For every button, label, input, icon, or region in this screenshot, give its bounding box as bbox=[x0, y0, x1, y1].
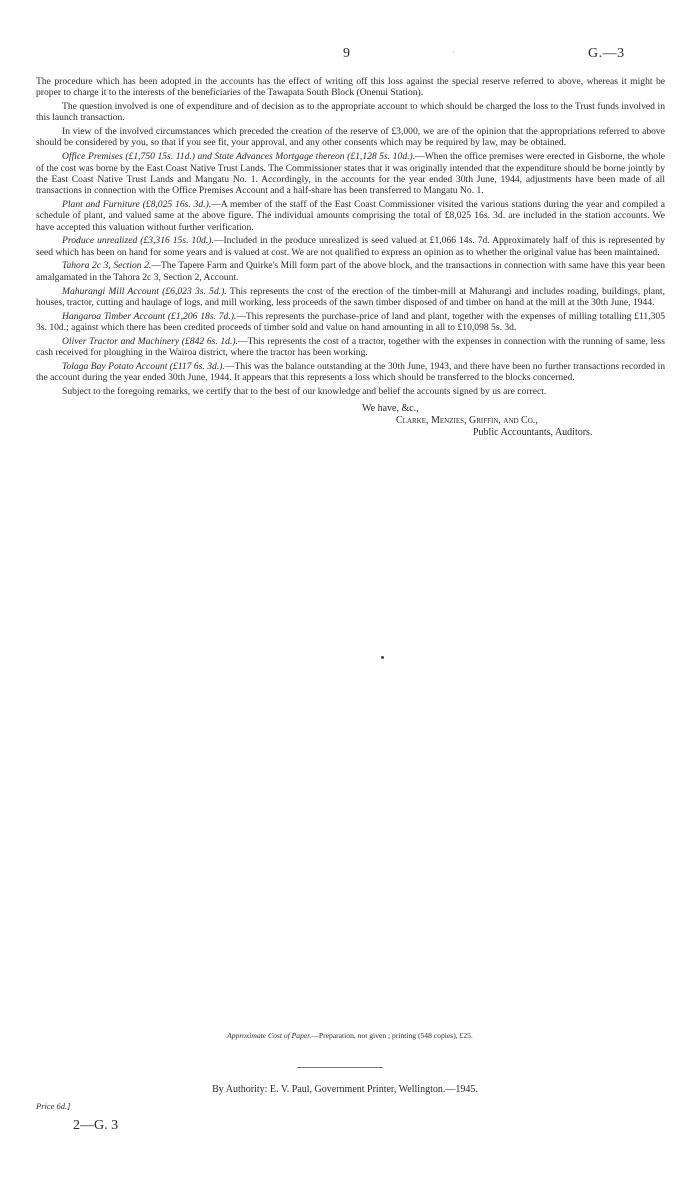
cost-text: —Preparation, not given ; printing (548 copies), £25. bbox=[311, 1031, 473, 1040]
paragraph-office-premises bbox=[36, 151, 665, 196]
paragraph-question: The question involved is one of expenditure and of decision as to the appropriate account to which should be charged the loss to the Trust funds involved in this launch transaction. bbox=[36, 101, 665, 124]
office-premises-text: —When the office premises were erected in Gisborne, the whole of the cost was borne by the East Coast Native Trust Lands. The Commissioner states that it was originally intended that the expenditure should be borne jointly by the East Coast Native Trust Lands and Mangatu No. 1. Accordingly, in the accounts for the year ended 30th June, 1944, adjustments have been made of all transactions in connection with the Office Premises Account and a half-share has been transferred to Mangatu No. 1. bbox=[36, 151, 665, 197]
page-number: 9 bbox=[343, 46, 350, 61]
report-body bbox=[36, 76, 665, 439]
produce-heading: Produce unrealized (£3,316 15s. 10d.). bbox=[62, 235, 214, 247]
signoff-salutation: We have, &c., bbox=[362, 403, 419, 415]
oliver-text: —This represents the cost of a tractor, together with the expenses in connection with the running of same, less cash received for ploughing in the Wairoa district, where the tractor has been working. bbox=[36, 335, 665, 359]
report-reference: G.—3 bbox=[588, 46, 625, 61]
paragraph-tahora bbox=[36, 260, 665, 283]
tahora-text: —The Tapere Farm and Quirke's Mill form part of the above block, and the transactions in connection with same have this year been amalgamated in the Tahora 2c 3, Section 2, Account. bbox=[36, 260, 665, 283]
paragraph-plant bbox=[36, 199, 665, 233]
signoff-title: Public Accountants, Auditors. bbox=[473, 427, 593, 439]
paragraph-loss: The procedure which has been adopted in the accounts has the effect of writing off this loss against the special reserve referred to above, whereas it might be proper to charge it to the interests of the beneficiaries of the Tawapata South Block (Onenui Station). bbox=[36, 76, 665, 99]
signoff-block bbox=[36, 403, 665, 439]
hangaroa-heading: Hangaroa Timber Account (£1,206 18s. 7d.). bbox=[62, 310, 237, 322]
plant-text: —A member of the staff of the East Coast Commissioner visited the various stations during the year and compiled a schedule of plant, and valued same at the above figure. The individual amounts comprising the total of £8,025 16s. 3d. are included in the station accounts. We have accepted this valuation without further verification. bbox=[36, 198, 666, 233]
tahora-heading: Tahora 2c 3, Section 2. bbox=[62, 260, 152, 272]
mahurangi-heading: Mahurangi Mill Account (£6,023 3s. 5d.). bbox=[62, 285, 227, 297]
mahurangi-text: This represents the cost of the erection of the timber-mill at Mahurangi and includes roading, buildings, plant, houses, tractor, cutting and haulage of logs, and mill working, less proceeds of the sawn timber disposed of and timber on hand at the mill at the 30th June, 1944. bbox=[36, 285, 665, 308]
paragraph-view: In view of the involved circumstances which preceded the creation of the reserve of £3,000, we are of the opinion that the appropriations referred to above should be considered by you, so that if you see fit, your approval, and any other consents which may be required by law, may be obtained. bbox=[36, 126, 665, 149]
cost-note bbox=[0, 1031, 700, 1040]
paragraph-mahurangi bbox=[36, 286, 665, 309]
paragraph-hangaroa bbox=[36, 311, 665, 334]
oliver-heading: Oliver Tractor and Machinery (£842 6s. 1d.). bbox=[62, 335, 238, 347]
center-dot bbox=[381, 656, 384, 659]
footer-reference: 2—G. 3 bbox=[73, 1118, 119, 1133]
speck-mark: · bbox=[452, 48, 455, 57]
paragraph-subject: Subject to the foregoing remarks, we certify that to the best of our knowledge and belief the accounts signed by us are correct. bbox=[62, 385, 547, 397]
produce-text: —Included in the produce unrealized is seed valued at £1,066 14s. 7d. Approximately half of this is represented by seed which has been on hand for some years and is valued at cost. We are not qualified to express an opinion as to whether the original value has been maintained. bbox=[36, 235, 665, 258]
office-premises-heading: Office Premises (£1,750 15s. 11d.) and State Advances Mortgage thereon (£1,128 5s. 10d.). bbox=[62, 151, 416, 163]
paragraph-tolaga bbox=[36, 361, 665, 384]
plant-heading: Plant and Furniture (£8,025 16s. 3d.). bbox=[62, 198, 212, 210]
tolaga-text: —This was the balance outstanding at the 30th June, 1943, and there have been no further transactions recorded in the account during the year ended 30th June, 1944. It appears that this represents a loss which should be transferred to the blocks concerned. bbox=[36, 360, 666, 384]
signoff-firm: Clarke, Menzies, Griffin, and Co., bbox=[396, 415, 538, 427]
price-note: Price 6d.] bbox=[36, 1101, 71, 1111]
cost-label: Approximate Cost of Paper. bbox=[227, 1031, 312, 1040]
printer-authority: By Authority: E. V. Paul, Government Printer, Wellington.—1945. bbox=[212, 1084, 478, 1095]
hangaroa-text: —This represents the purchase-price of land and plant, together with the expenses of milling totalling £11,305 3s. 10d.; against which there has been credited proceeds of timber sold and value on hand amounting in all to £10,098 5s. 3d. bbox=[36, 310, 665, 333]
paragraph-oliver bbox=[36, 336, 665, 359]
tolaga-heading: Tolaga Bay Potato Account (£117 6s. 3d.). bbox=[62, 360, 225, 372]
footer-rule bbox=[297, 1067, 383, 1068]
paragraph-produce bbox=[36, 235, 665, 258]
